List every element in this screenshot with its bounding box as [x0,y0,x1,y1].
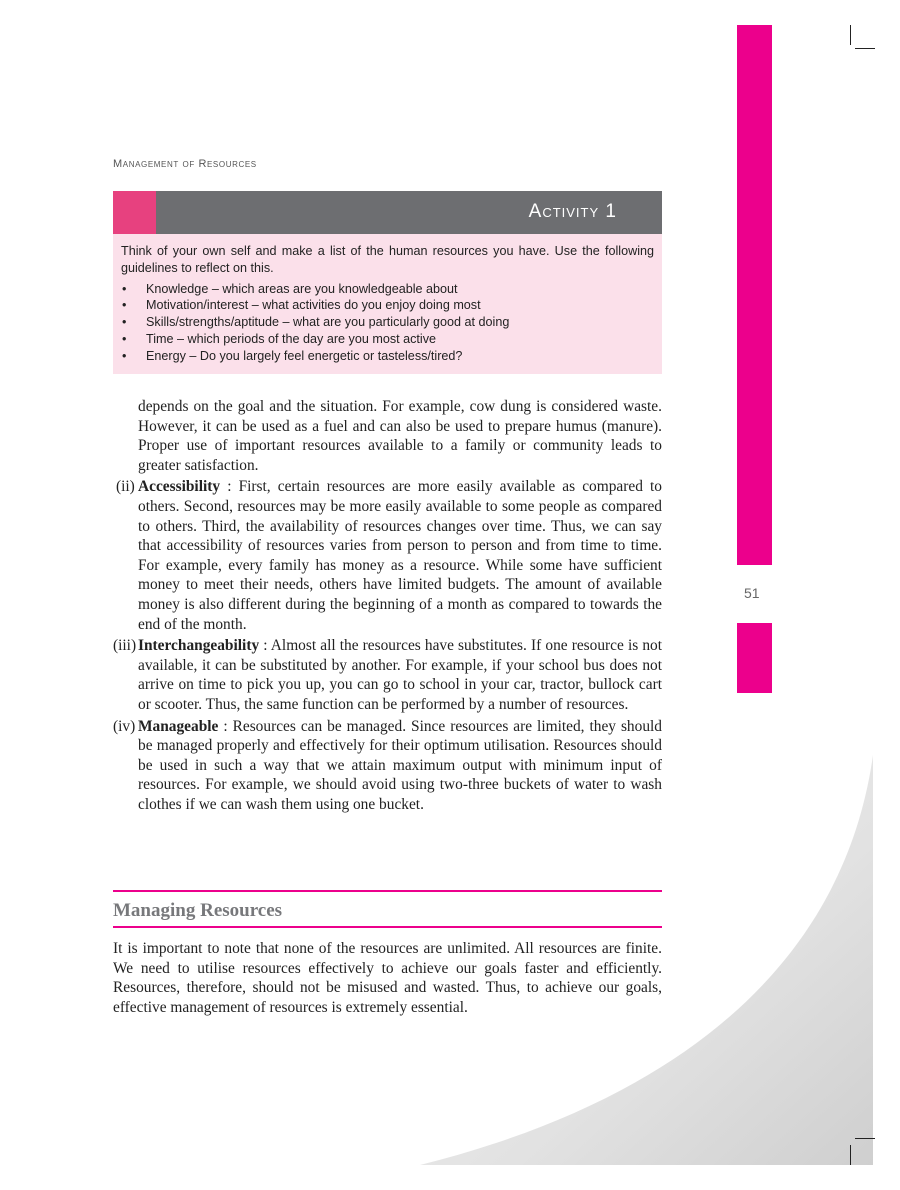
resource-characteristic-manageable [113,717,662,815]
chapter-tab-top [737,25,772,565]
list-item: • Motivation/interest – what activities do you enjoy doing most [121,297,654,314]
activity-intro: Think of your own self and make a list of the human resources you have. Use the following guidelines to reflect on this. [121,244,654,275]
item-text: : First, certain resources are more easily available as compared to others. Second, resources may be more easily available to some people as compared to others. Third, the availability of resources changes over time. Thus, we can say that accessibility of resources varies from person to person and from time to time. For example, every family has money as a resource. While some have sufficient money to meet their needs, others have limited budgets. The amount of available money is also different during the beginning of a month as compared to towards the end of the month. [138,478,662,633]
page-number: 51 [744,585,760,601]
crop-mark-top-horizontal [855,48,875,49]
resource-characteristic-interchangeability [113,636,662,714]
list-item: • Time – which periods of the day are you most active [121,331,654,348]
section-paragraph: It is important to note that none of the resources are unlimited. All resources are finite. We need to utilise resources effectively to achieve our goals faster and efficiently. Resources, therefore, should not be misused and wasted. Thus, to achieve our goals, effective management of resources is extremely essential. [113,940,662,1016]
activity-header [113,191,662,234]
item-number: (ii) [116,478,135,496]
item-number: (iii) [113,637,137,655]
crop-mark-bottom-vertical [850,1145,851,1165]
activity-swatch [113,191,156,234]
main-text [113,397,662,816]
chapter-tab-bottom [737,623,772,693]
crop-mark-top-vertical [850,25,851,45]
activity-body [113,234,662,374]
list-item: • Skills/strengths/aptitude – what are you particularly good at doing [121,314,654,331]
list-item: • Energy – Do you largely feel energetic or tasteless/tired? [121,348,654,365]
item-number: (iv) [113,717,136,735]
section-heading: Managing Resources [113,900,283,921]
item-text: : Almost all the resources have substitutes. If one resource is not available, it can be substituted by another. For example, if your school bus does not arrive on time to pick you up, you can go to school in your car, tractor, bullock cart or scooter. Thus, the same function can be performed by a number of resources. [138,637,662,713]
item-text: : Resources can be managed. Since resources are limited, they should be managed properly and effectively for their optimum utilisation. Resources should be used in such a way that we attain maximum output with minimum input of resources. For example, we should avoid using two-three buckets of water to wash clothes if we can wash them using one bucket. [138,717,662,813]
activity-box [113,191,662,374]
crop-mark-bottom-horizontal [855,1138,875,1139]
item-term: Interchangeability [138,637,260,655]
running-head: Management of Resources [113,158,257,170]
resource-characteristic-accessibility [113,477,662,634]
item-term: Manageable [138,717,219,735]
continued-paragraph: depends on the goal and the situation. For example, cow dung is considered waste. However, it can be used as a fuel and can also be used to prepare humus (manure). Proper use of important resources available to a family or community leads to greater satisfaction. [138,398,662,474]
section-rule-bottom [113,926,662,928]
activity-title: Activity 1 [528,201,617,222]
activity-guidelines-list [121,281,654,365]
section-rule-top [113,890,662,892]
item-term: Accessibility [138,478,221,496]
list-item: • Knowledge – which areas are you knowledgeable about [121,281,654,298]
